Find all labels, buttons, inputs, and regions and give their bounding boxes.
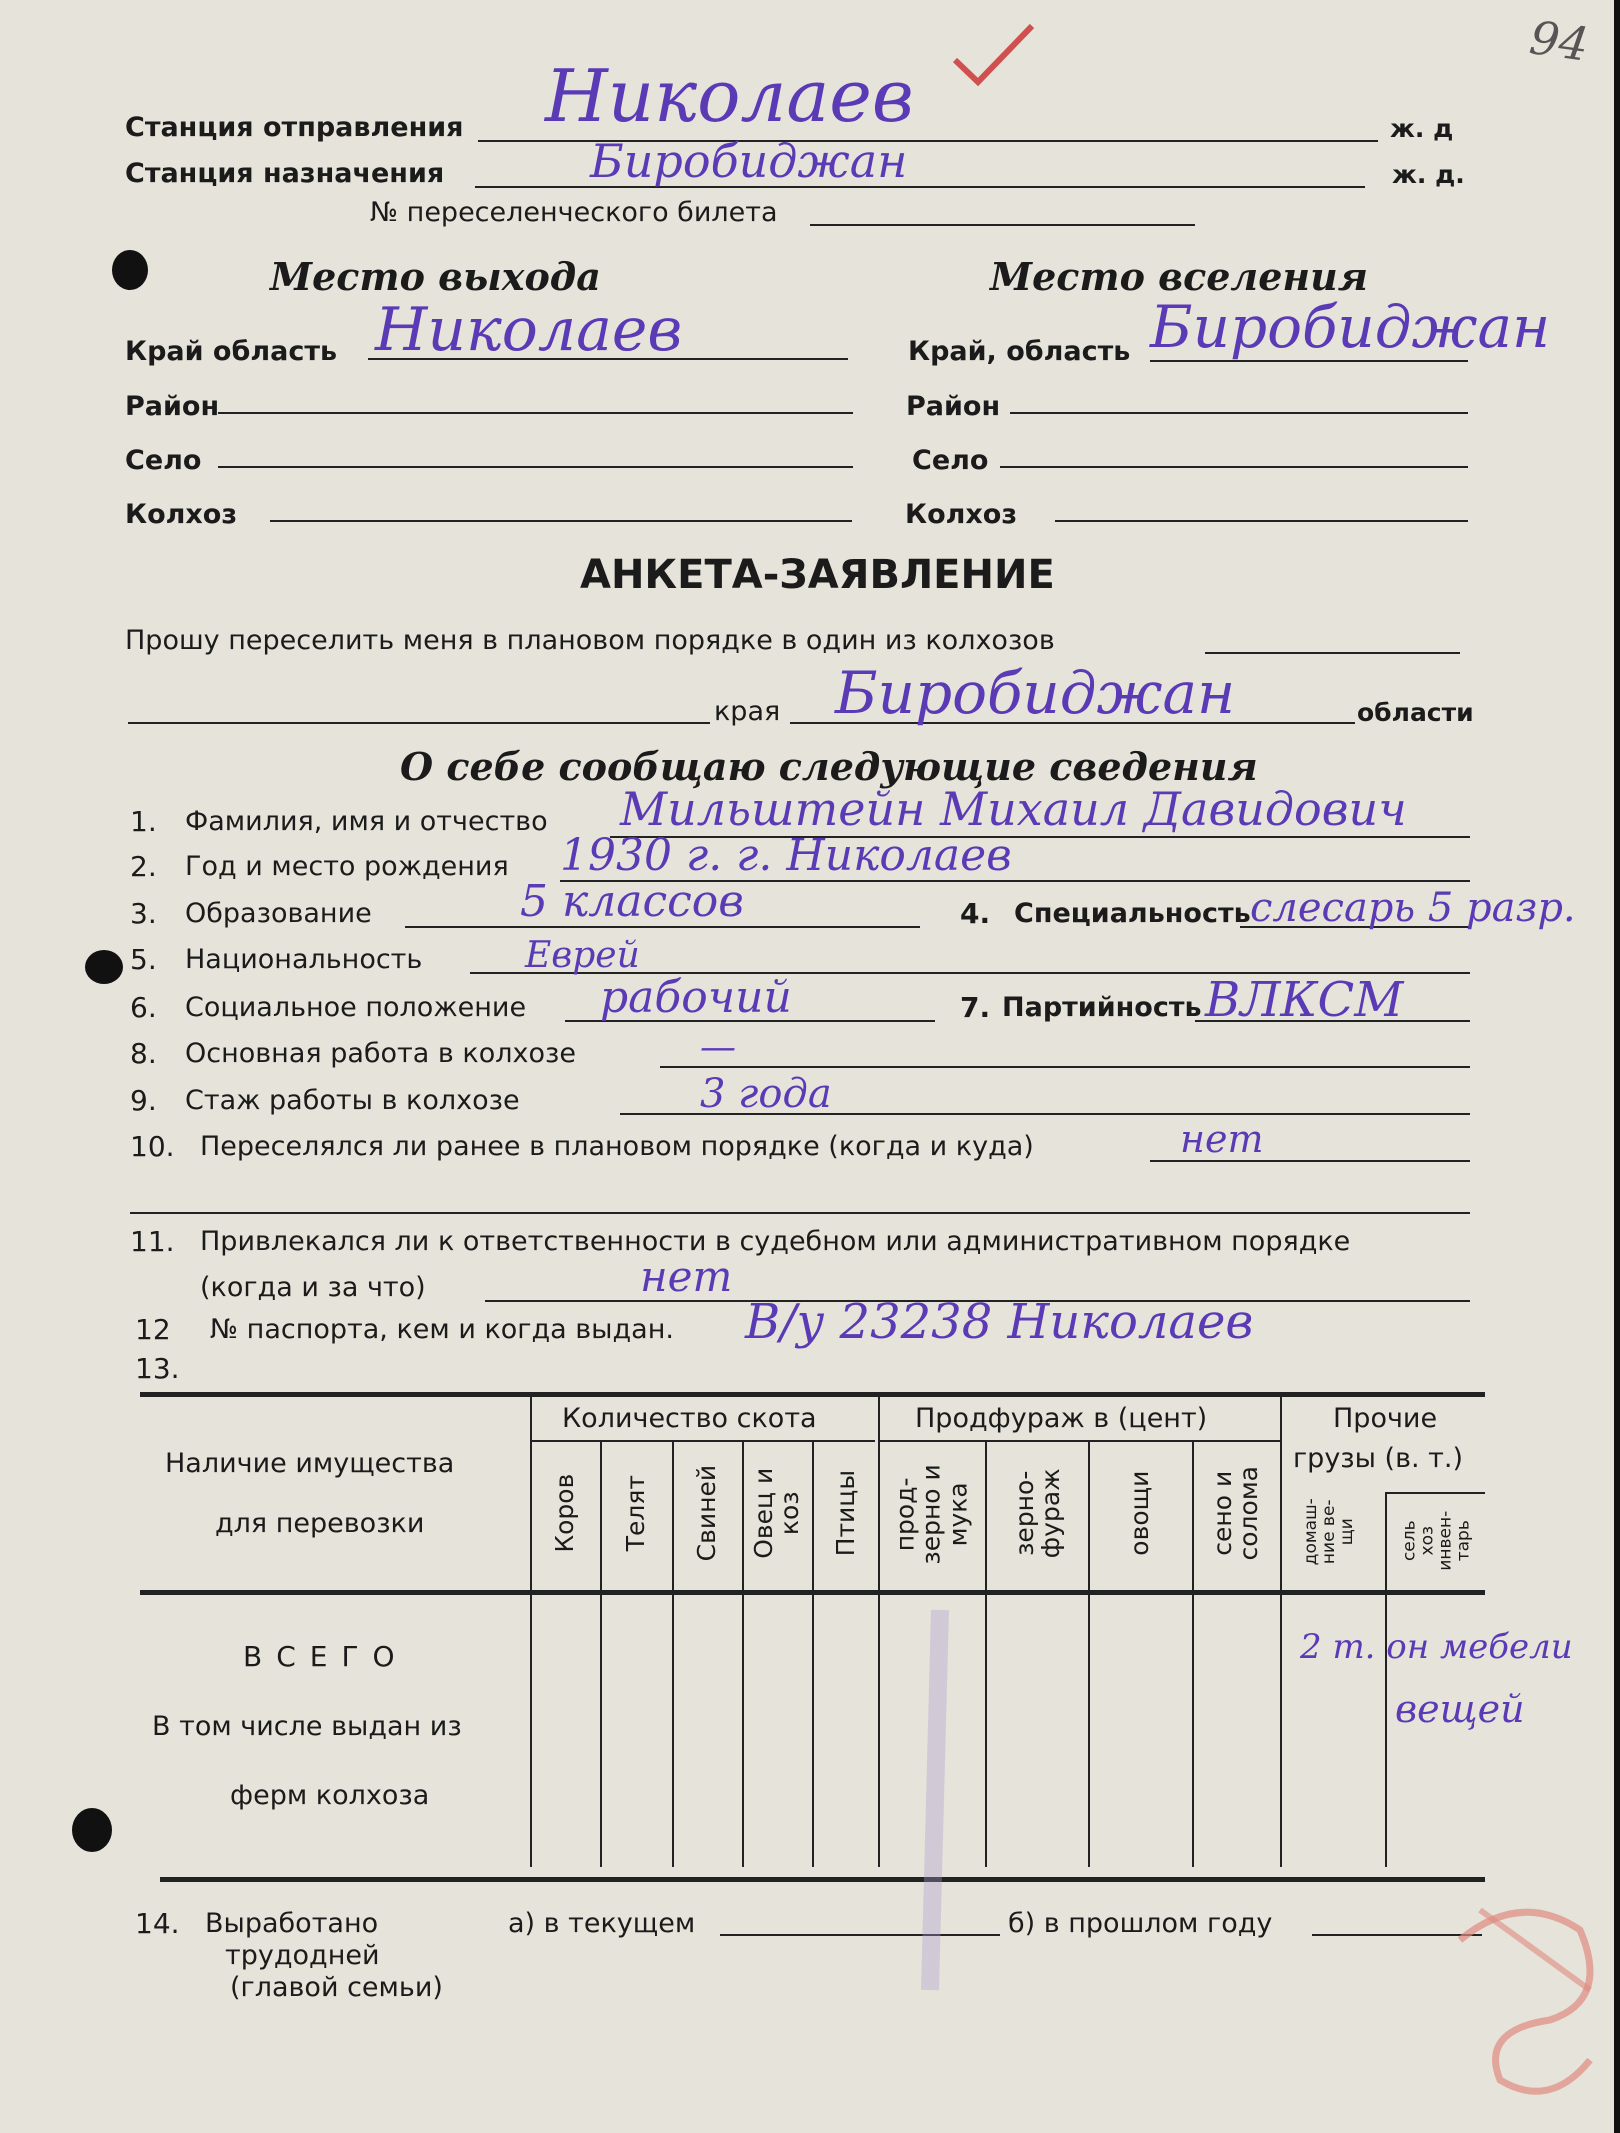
field-3-label: Образование bbox=[185, 898, 372, 929]
field-7-value: ВЛКСМ bbox=[1205, 972, 1404, 1028]
check-mark-icon bbox=[950, 20, 1040, 90]
field-4-num: 4. bbox=[960, 897, 991, 930]
destination-station-value: Биробиджан bbox=[590, 134, 908, 188]
request-text: Прошу переселить меня в плановом порядке в один из колхозов bbox=[125, 625, 1055, 656]
punch-hole bbox=[85, 950, 123, 984]
col-pigs: Свиней bbox=[691, 1464, 721, 1562]
destination-district-label: Район bbox=[906, 391, 1001, 422]
col-sheep-goats: Овец и коз bbox=[748, 1467, 804, 1559]
col-farm-inventory: сель хоз инвен- тарь bbox=[1399, 1510, 1473, 1571]
field-10-value: нет bbox=[1180, 1117, 1264, 1161]
group-other-header-2: грузы (в. т.) bbox=[1293, 1443, 1464, 1474]
field-9-value: 3 года bbox=[700, 1071, 832, 1117]
field-1-label: Фамилия, имя и отчество bbox=[185, 806, 548, 837]
origin-region-label: Край область bbox=[125, 336, 338, 367]
table-row-header-2: для перевозки bbox=[215, 1508, 425, 1539]
scan-edge bbox=[1614, 0, 1620, 2133]
table-total-label: ВСЕГО bbox=[243, 1640, 409, 1673]
destination-region-value: Биробиджан bbox=[1150, 293, 1551, 361]
field-3-num: 3. bbox=[130, 897, 157, 930]
destination-village-label: Село bbox=[912, 445, 989, 476]
field-10-label: Переселялся ли ранее в плановом порядке (когда и куда) bbox=[200, 1131, 1034, 1162]
field-5-value: Еврей bbox=[525, 935, 640, 976]
punch-hole bbox=[72, 1808, 112, 1852]
field-11-label-2: (когда и за что) bbox=[200, 1272, 426, 1303]
field-8-value: — bbox=[700, 1027, 736, 1068]
table-farms-label: ферм колхоза bbox=[230, 1780, 430, 1811]
col-fodder-grain: зерно- фураж bbox=[1009, 1468, 1065, 1559]
col-food-grain: прод- зерно и мука bbox=[890, 1464, 973, 1565]
rail-suffix-1: ж. д bbox=[1390, 114, 1454, 143]
workdays-current-label: а) в текущем bbox=[508, 1908, 696, 1939]
field-1-value: Мильштейн Михаил Давидович bbox=[620, 782, 1407, 836]
field-4-label: Специальность bbox=[1014, 898, 1251, 929]
field-6-num: 6. bbox=[130, 991, 157, 1024]
destination-region-label: Край, область bbox=[908, 336, 1131, 367]
workdays-label-3: (главой семьи) bbox=[230, 1972, 443, 2003]
group-fodder-header: Продфураж в (цент) bbox=[915, 1403, 1208, 1434]
ink-smudge bbox=[900, 1600, 980, 2000]
field-13-num: 13. bbox=[135, 1352, 180, 1385]
page-number: 94 bbox=[1526, 10, 1593, 72]
destination-kolkhoz-label: Колхоз bbox=[905, 499, 1018, 530]
origin-title: Место выхода bbox=[270, 254, 601, 299]
field-3-value: 5 классов bbox=[520, 876, 744, 927]
col-cows: Коров bbox=[549, 1473, 579, 1553]
field-11-label: Привлекался ли к ответственности в судебном или административном порядке bbox=[200, 1226, 1351, 1257]
origin-village-label: Село bbox=[125, 445, 202, 476]
field-9-num: 9. bbox=[130, 1084, 157, 1117]
field-11-value: нет bbox=[640, 1252, 733, 1301]
destination-station-label: Станция назначения bbox=[125, 158, 445, 189]
other-value-line-2: вещей bbox=[1395, 1687, 1525, 1731]
departure-station-label: Станция отправления bbox=[125, 112, 464, 143]
group-livestock-header: Количество скота bbox=[562, 1403, 817, 1434]
field-7-label: Партийность bbox=[1002, 992, 1202, 1023]
workdays-label-1: Выработано bbox=[205, 1908, 379, 1939]
punch-hole bbox=[112, 250, 148, 290]
workdays-label-2: трудодней bbox=[225, 1940, 380, 1971]
destination-title: Место вселения bbox=[990, 254, 1368, 299]
field-10-num: 10. bbox=[130, 1130, 175, 1163]
field-2-label: Год и место рождения bbox=[185, 851, 509, 882]
red-stamp-mark bbox=[1440, 1880, 1620, 2110]
col-vegetables: овощи bbox=[1124, 1470, 1154, 1556]
field-2-value: 1930 г. г. Николаев bbox=[560, 830, 1012, 881]
field-12-num: 12 bbox=[135, 1313, 171, 1346]
departure-station-value: Николаев bbox=[545, 54, 914, 138]
workdays-previous-label: б) в прошлом году bbox=[1008, 1908, 1273, 1939]
field-7-num: 7. bbox=[960, 991, 991, 1024]
col-poultry: Птицы bbox=[830, 1469, 860, 1557]
other-value-line-1: 2 т. он мебели bbox=[1300, 1627, 1573, 1667]
field-8-num: 8. bbox=[130, 1037, 157, 1070]
group-other-header-1: Прочие bbox=[1333, 1403, 1438, 1434]
workdays-num: 14. bbox=[135, 1907, 180, 1940]
origin-district-label: Район bbox=[125, 391, 220, 422]
field-11-num: 11. bbox=[130, 1225, 175, 1258]
krai-label: края bbox=[714, 696, 781, 727]
table-row-header-1: Наличие имущества bbox=[165, 1448, 455, 1479]
field-8-label: Основная работа в колхозе bbox=[185, 1038, 576, 1069]
form-title: АНКЕТА-ЗАЯВЛЕНИЕ bbox=[580, 552, 1055, 598]
ticket-label: № переселенческого билета bbox=[370, 197, 778, 228]
about-title: О себе сообщаю следующие сведения bbox=[400, 744, 1258, 789]
field-9-label: Стаж работы в колхозе bbox=[185, 1085, 520, 1116]
rail-suffix-2: ж. д. bbox=[1392, 160, 1465, 189]
field-4-value: слесарь 5 разр. bbox=[1250, 885, 1576, 931]
table-including-label: В том числе выдан из bbox=[152, 1711, 462, 1742]
krai-value: Биробиджан bbox=[835, 659, 1236, 727]
col-calves: Телят bbox=[620, 1475, 650, 1552]
field-12-value: В/у 23238 Николаев bbox=[745, 1294, 1254, 1350]
col-hay-straw: сено и солома bbox=[1207, 1466, 1263, 1561]
field-2-num: 2. bbox=[130, 850, 157, 883]
col-household: домаш- ние ве- щи bbox=[1301, 1498, 1357, 1566]
field-1-num: 1. bbox=[130, 805, 157, 838]
origin-kolkhoz-label: Колхоз bbox=[125, 499, 238, 530]
field-12-label: № паспорта, кем и когда выдан. bbox=[210, 1314, 674, 1345]
field-5-num: 5. bbox=[130, 943, 157, 976]
origin-region-value: Николаев bbox=[375, 295, 683, 365]
field-6-label: Социальное положение bbox=[185, 992, 527, 1023]
oblast-label: области bbox=[1357, 698, 1474, 727]
field-6-value: рабочий bbox=[600, 972, 792, 1023]
field-5-label: Национальность bbox=[185, 944, 423, 975]
